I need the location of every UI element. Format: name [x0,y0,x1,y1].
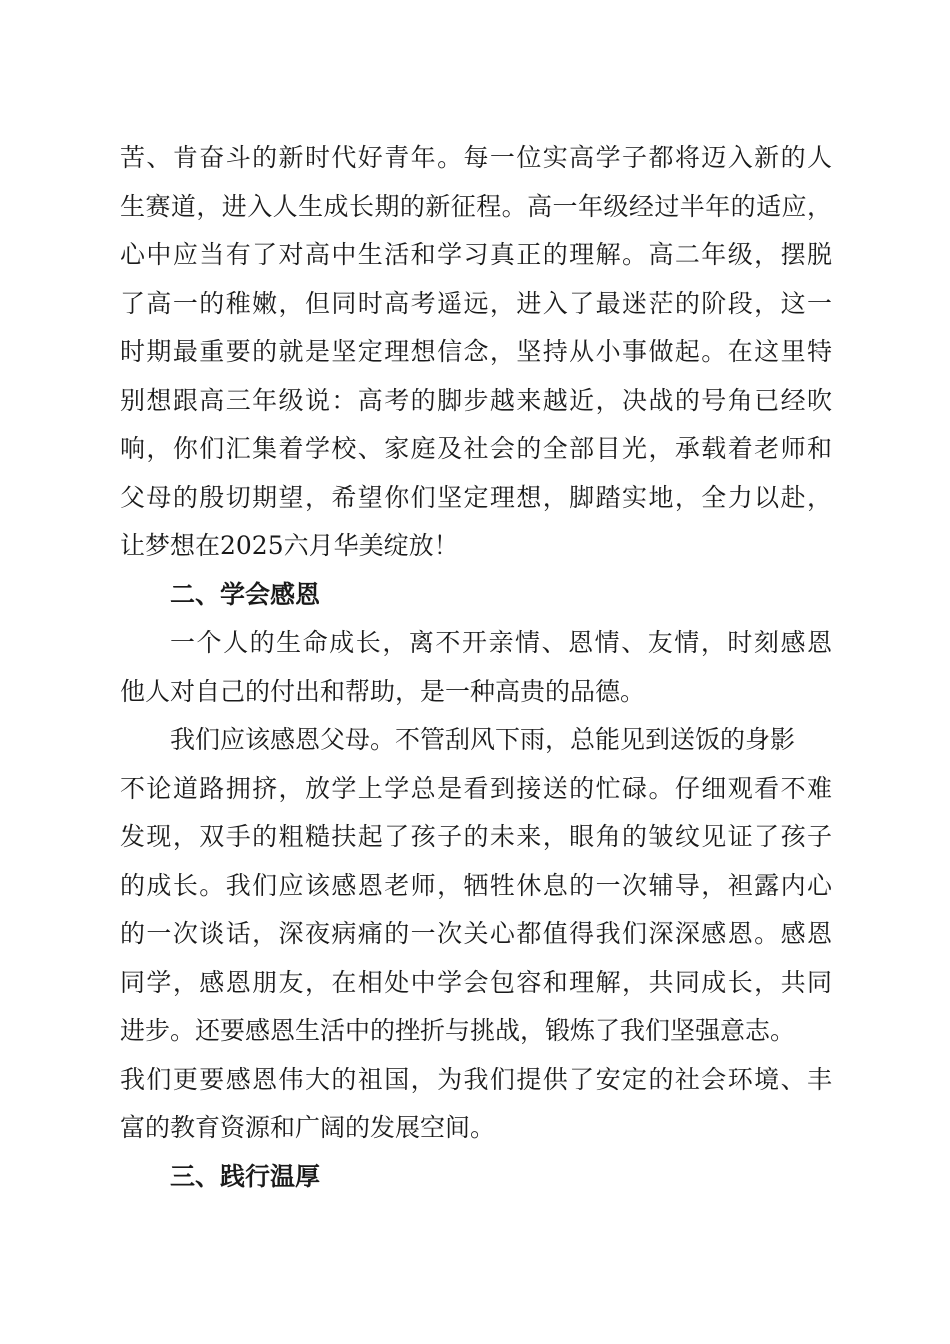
text-line: 同学，感恩朋友，在相处中学会包容和理解，共同成长，共同 [120,968,832,997]
section-heading: 二、学会感恩 [170,580,321,609]
text-line: 进步。还要感恩生活中的挫折与挑战，锻炼了我们坚强意志。 [120,1016,796,1045]
text-line: 了高一的稚嫩，但同时高考遥远，进入了最迷茫的阶段，这一 [120,289,832,318]
text-line: 的成长。我们应该感恩老师，牺牲休息的一次辅导，袒露内心 [120,871,832,900]
text-line: 我们应该感恩父母。不管刮风下雨，总能见到送饭的身影 [170,725,796,754]
text-line: 一个人的生命成长，离不开亲情、恩情、友情，时刻感恩 [170,628,832,657]
text-line: 富的教育资源和广阔的发展空间。 [120,1113,496,1142]
text-line: 不论道路拥挤，放学上学总是看到接送的忙碌。仔细观看不难 [120,774,832,803]
text-line: 别想跟高三年级说：高考的脚步越来越近，决战的号角已经吹 [120,386,832,415]
text-line: 让梦想在2025六月华美绽放！ [120,531,459,560]
text-line: 父母的殷切期望，希望你们坚定理想，脚踏实地，全力以赴， [120,483,832,512]
text-line: 响，你们汇集着学校、家庭及社会的全部目光，承载着老师和 [120,434,832,463]
text-line: 我们更要感恩伟大的祖国，为我们提供了安定的社会环境、丰 [120,1065,832,1094]
section-heading: 三、践行温厚 [170,1162,321,1191]
text-line: 他人对自己的付出和帮助，是一种高贵的品德。 [120,677,646,706]
text-line: 苦、肯奋斗的新时代好青年。每一位实高学子都将迈入新的人 [120,143,832,172]
text-line: 时期最重要的就是坚定理想信念，坚持从小事做起。在这里特 [120,337,832,366]
text-line: 生赛道，进入人生成长期的新征程。高一年级经过半年的适应， [120,192,832,221]
text-line: 发现，双手的粗糙扶起了孩子的未来，眼角的皱纹见证了孩子 [120,822,832,851]
text-line: 心中应当有了对高中生活和学习真正的理解。高二年级，摆脱 [120,240,832,269]
text-line: 的一次谈话，深夜病痛的一次关心都值得我们深深感恩。感恩 [120,919,832,948]
